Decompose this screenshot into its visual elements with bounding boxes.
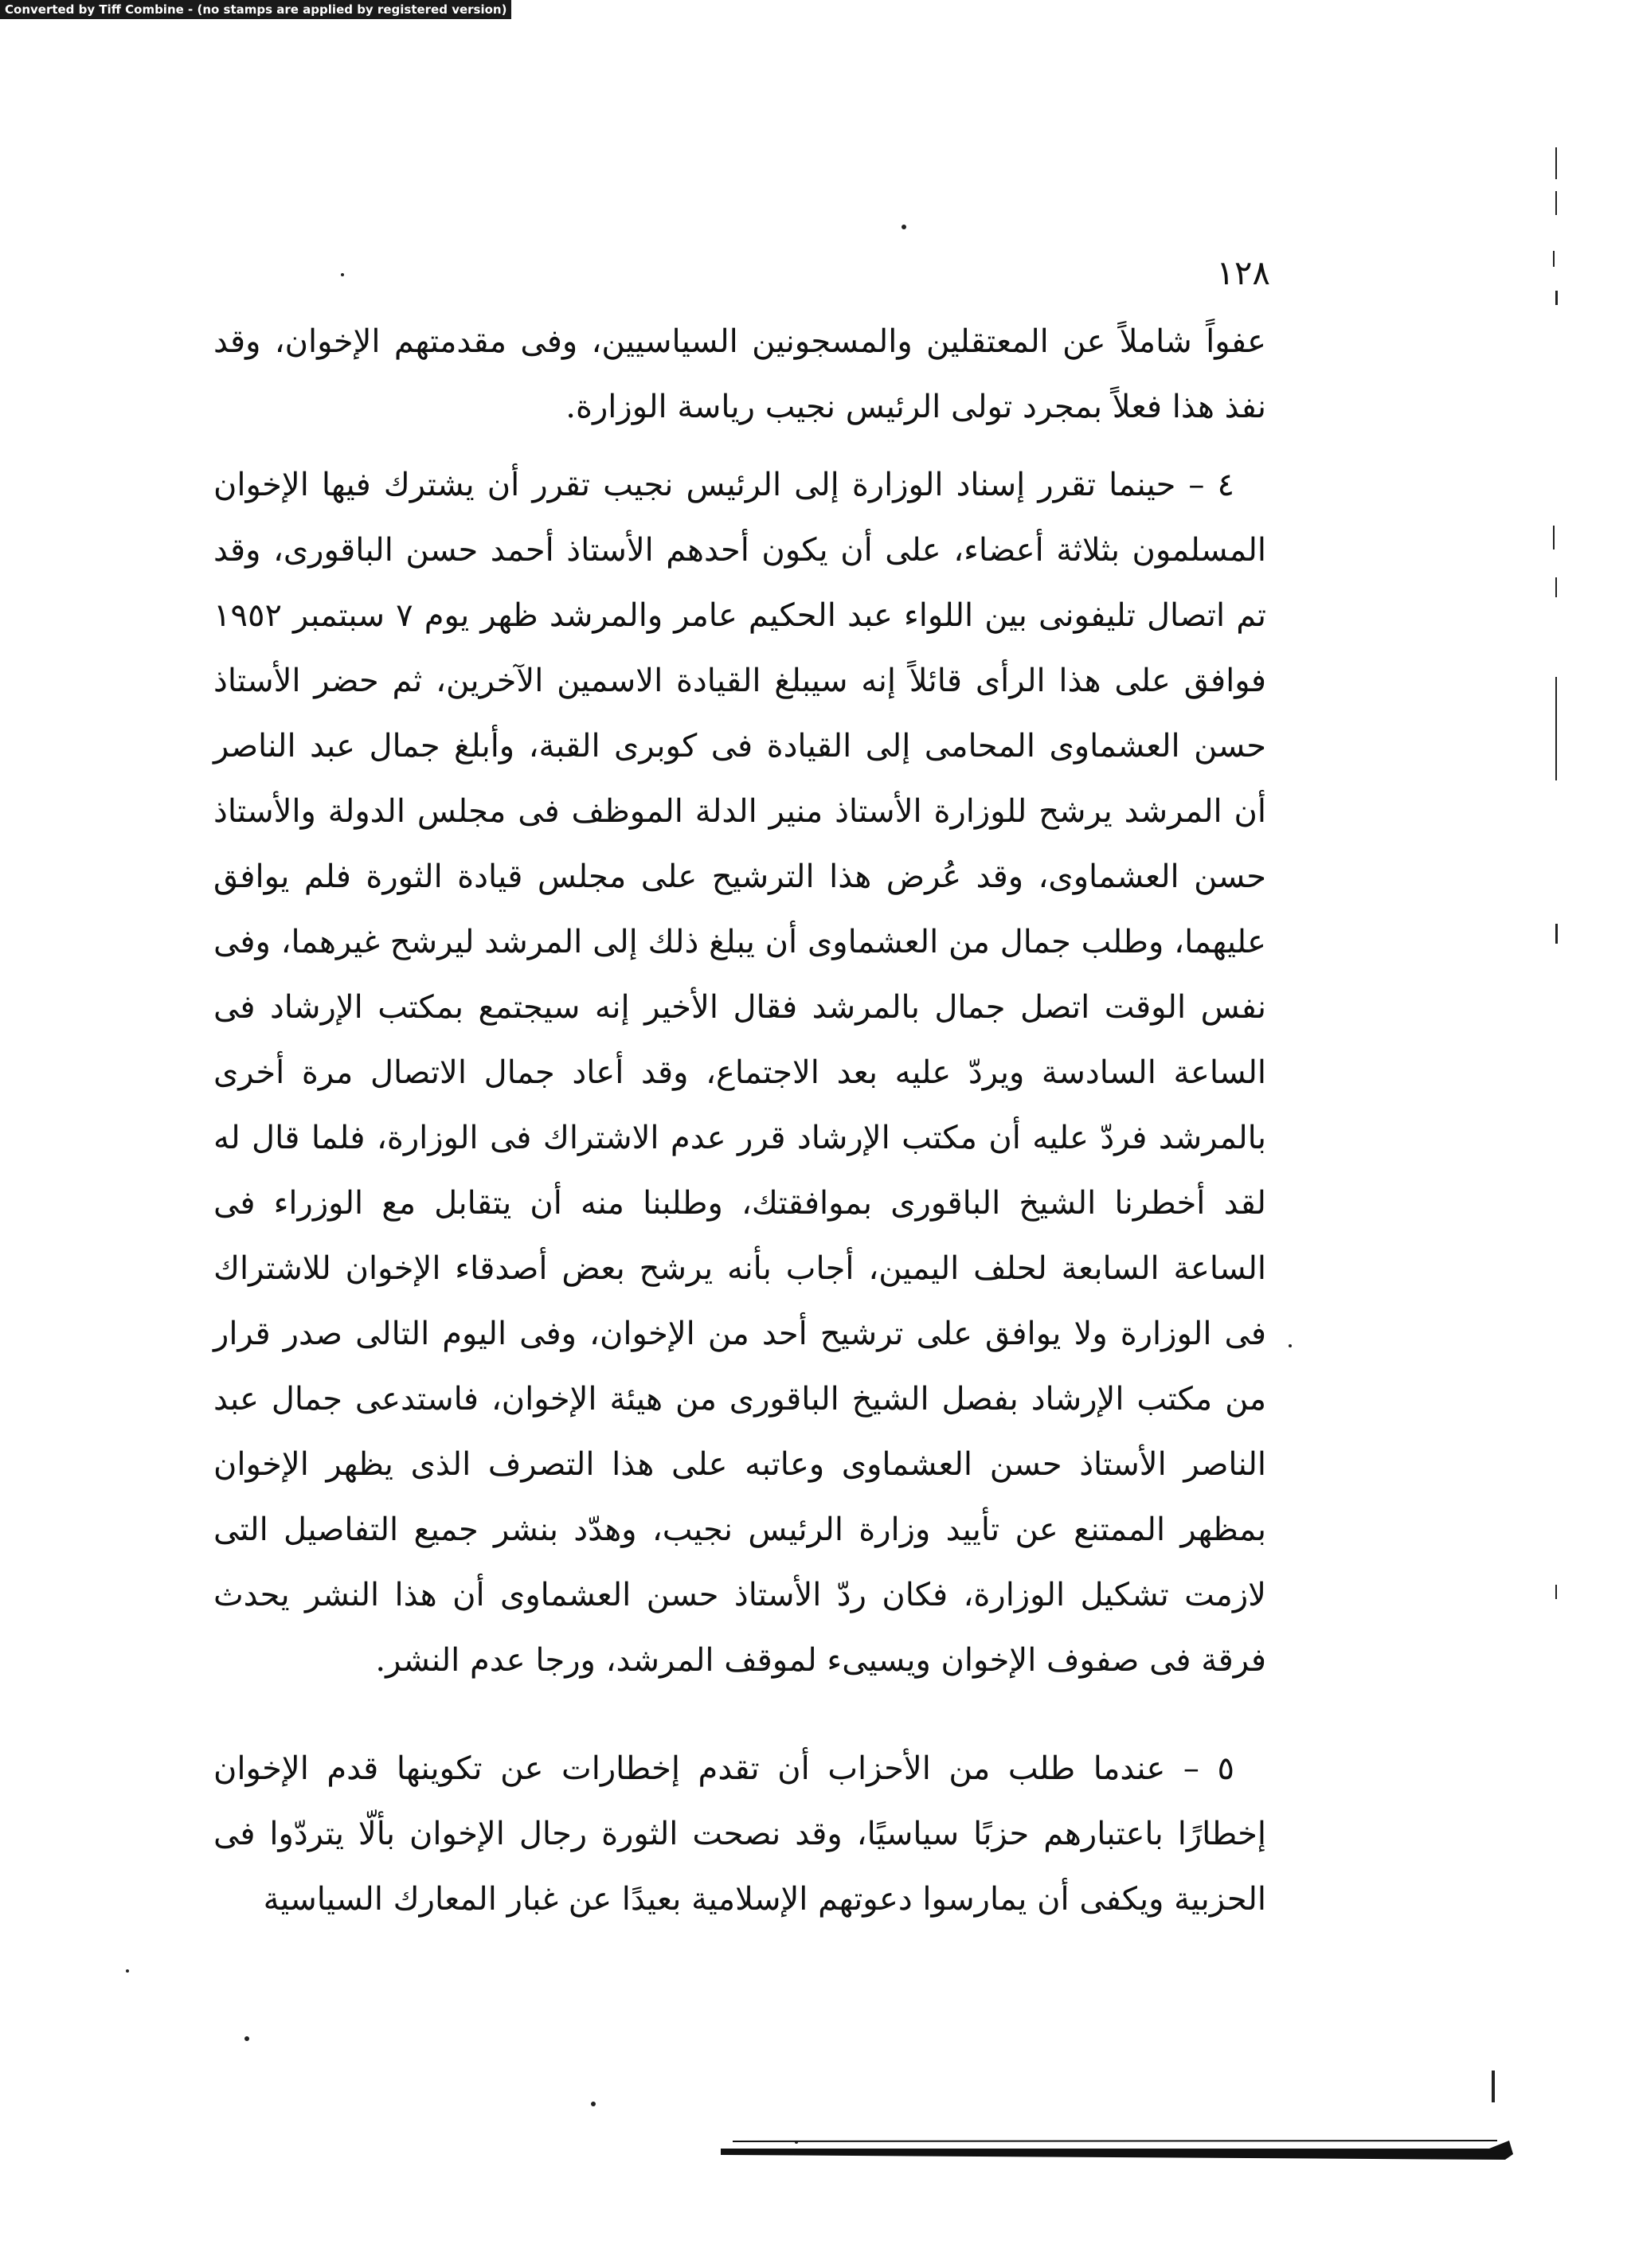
converter-watermark: Converted by Tiff Combine - (no stamps are applied by registered version) — [0, 0, 511, 19]
paragraph-2: ٤ – حينما تقرر إسناد الوزارة إلى الرئيس نجيب تقرر أن يشترك فيها الإخوان المسلمون بثلاثة أعضاء، على أن يكون أحدهم الأستاذ أحمد حسن الباقورى، وقد تم اتصال تليفونى بين اللواء عبد الحكيم عامر والمرشد ظهر يوم ٧ سبتمبر ١٩٥٢ فوافق على هذا الرأى قائلاً إنه سيبلغ القيادة الاسمين الآخرين، ثم حضر الأستاذ حسن العشماوى المحامى إلى القيادة فى كوبرى القبة، وأبلغ جمال عبد الناصر أن المرشد يرشح للوزارة الأستاذ منير الدلة الموظف فى مجلس الدولة والأستاذ حسن العشماوى، وقد عُرض هذا الترشيح على مجلس قيادة الثورة فلم يوافق عليهما، وطلب جمال من العشماوى أن يبلغ ذلك إلى المرشد ليرشح غيرهما، وفى نفس الوقت اتصل جمال بالمرشد فقال الأخير إنه سيجتمع بمكتب الإرشاد فى الساعة السادسة ويردّ عليه بعد الاجتماع، وقد أعاد جمال الاتصال مرة أخرى بالمرشد فردّ عليه أن مكتب الإرشاد قرر عدم الاشتراك فى الوزارة، فلما قال له لقد أخطرنا الشيخ الباقورى بموافقتك، وطلبنا منه أن يتقابل مع الوزراء فى الساعة السابعة لحلف اليمين، أجاب بأنه يرشح بعض أصدقاء الإخوان للاشتراك فى الوزارة ولا يوافق على ترشيح أحد من الإخوان، وفى اليوم التالى صدر قرار من مكتب الإرشاد بفصل الشيخ الباقورى من هيئة الإخوان، فاستدعى جمال عبد الناصر الأستاذ حسن العشماوى وعاتبه على هذا التصرف الذى يظهر الإخوان بمظهر الممتنع عن تأييد وزارة الرئيس نجيب، وهدّد بنشر جميع التفاصيل التى لازمت تشكيل الوزارة، فكان ردّ الأستاذ حسن العشماوى أن هذا النشر يحدث فرقة فى صفوف الإخوان ويسيىء لموقف المرشد، ورجا عدم النشر. — [213, 467, 1266, 1679]
paragraph-3: ٥ – عندما طلب من الأحزاب أن تقدم إخطارات عن تكوينها قدم الإخوان إخطارًا باعتبارهم حزبًا سياسيًا، وقد نصحت الثورة رجال الإخوان بألّا يتردّوا فى الحزبية ويكفى أن يمارسوا دعوتهم الإسلامية بعيدًا عن غبار المعارك السياسية — [213, 1750, 1266, 1918]
paragraph-1: عفواً شاملاً عن المعتقلين والمسجونين السياسيين، وفى مقدمتهم الإخوان، وقد نفذ هذا فعلاً بمجرد تولى الرئيس نجيب رياسة الوزارة. — [213, 323, 1266, 425]
page-number: ١٢٨ — [1216, 253, 1270, 292]
